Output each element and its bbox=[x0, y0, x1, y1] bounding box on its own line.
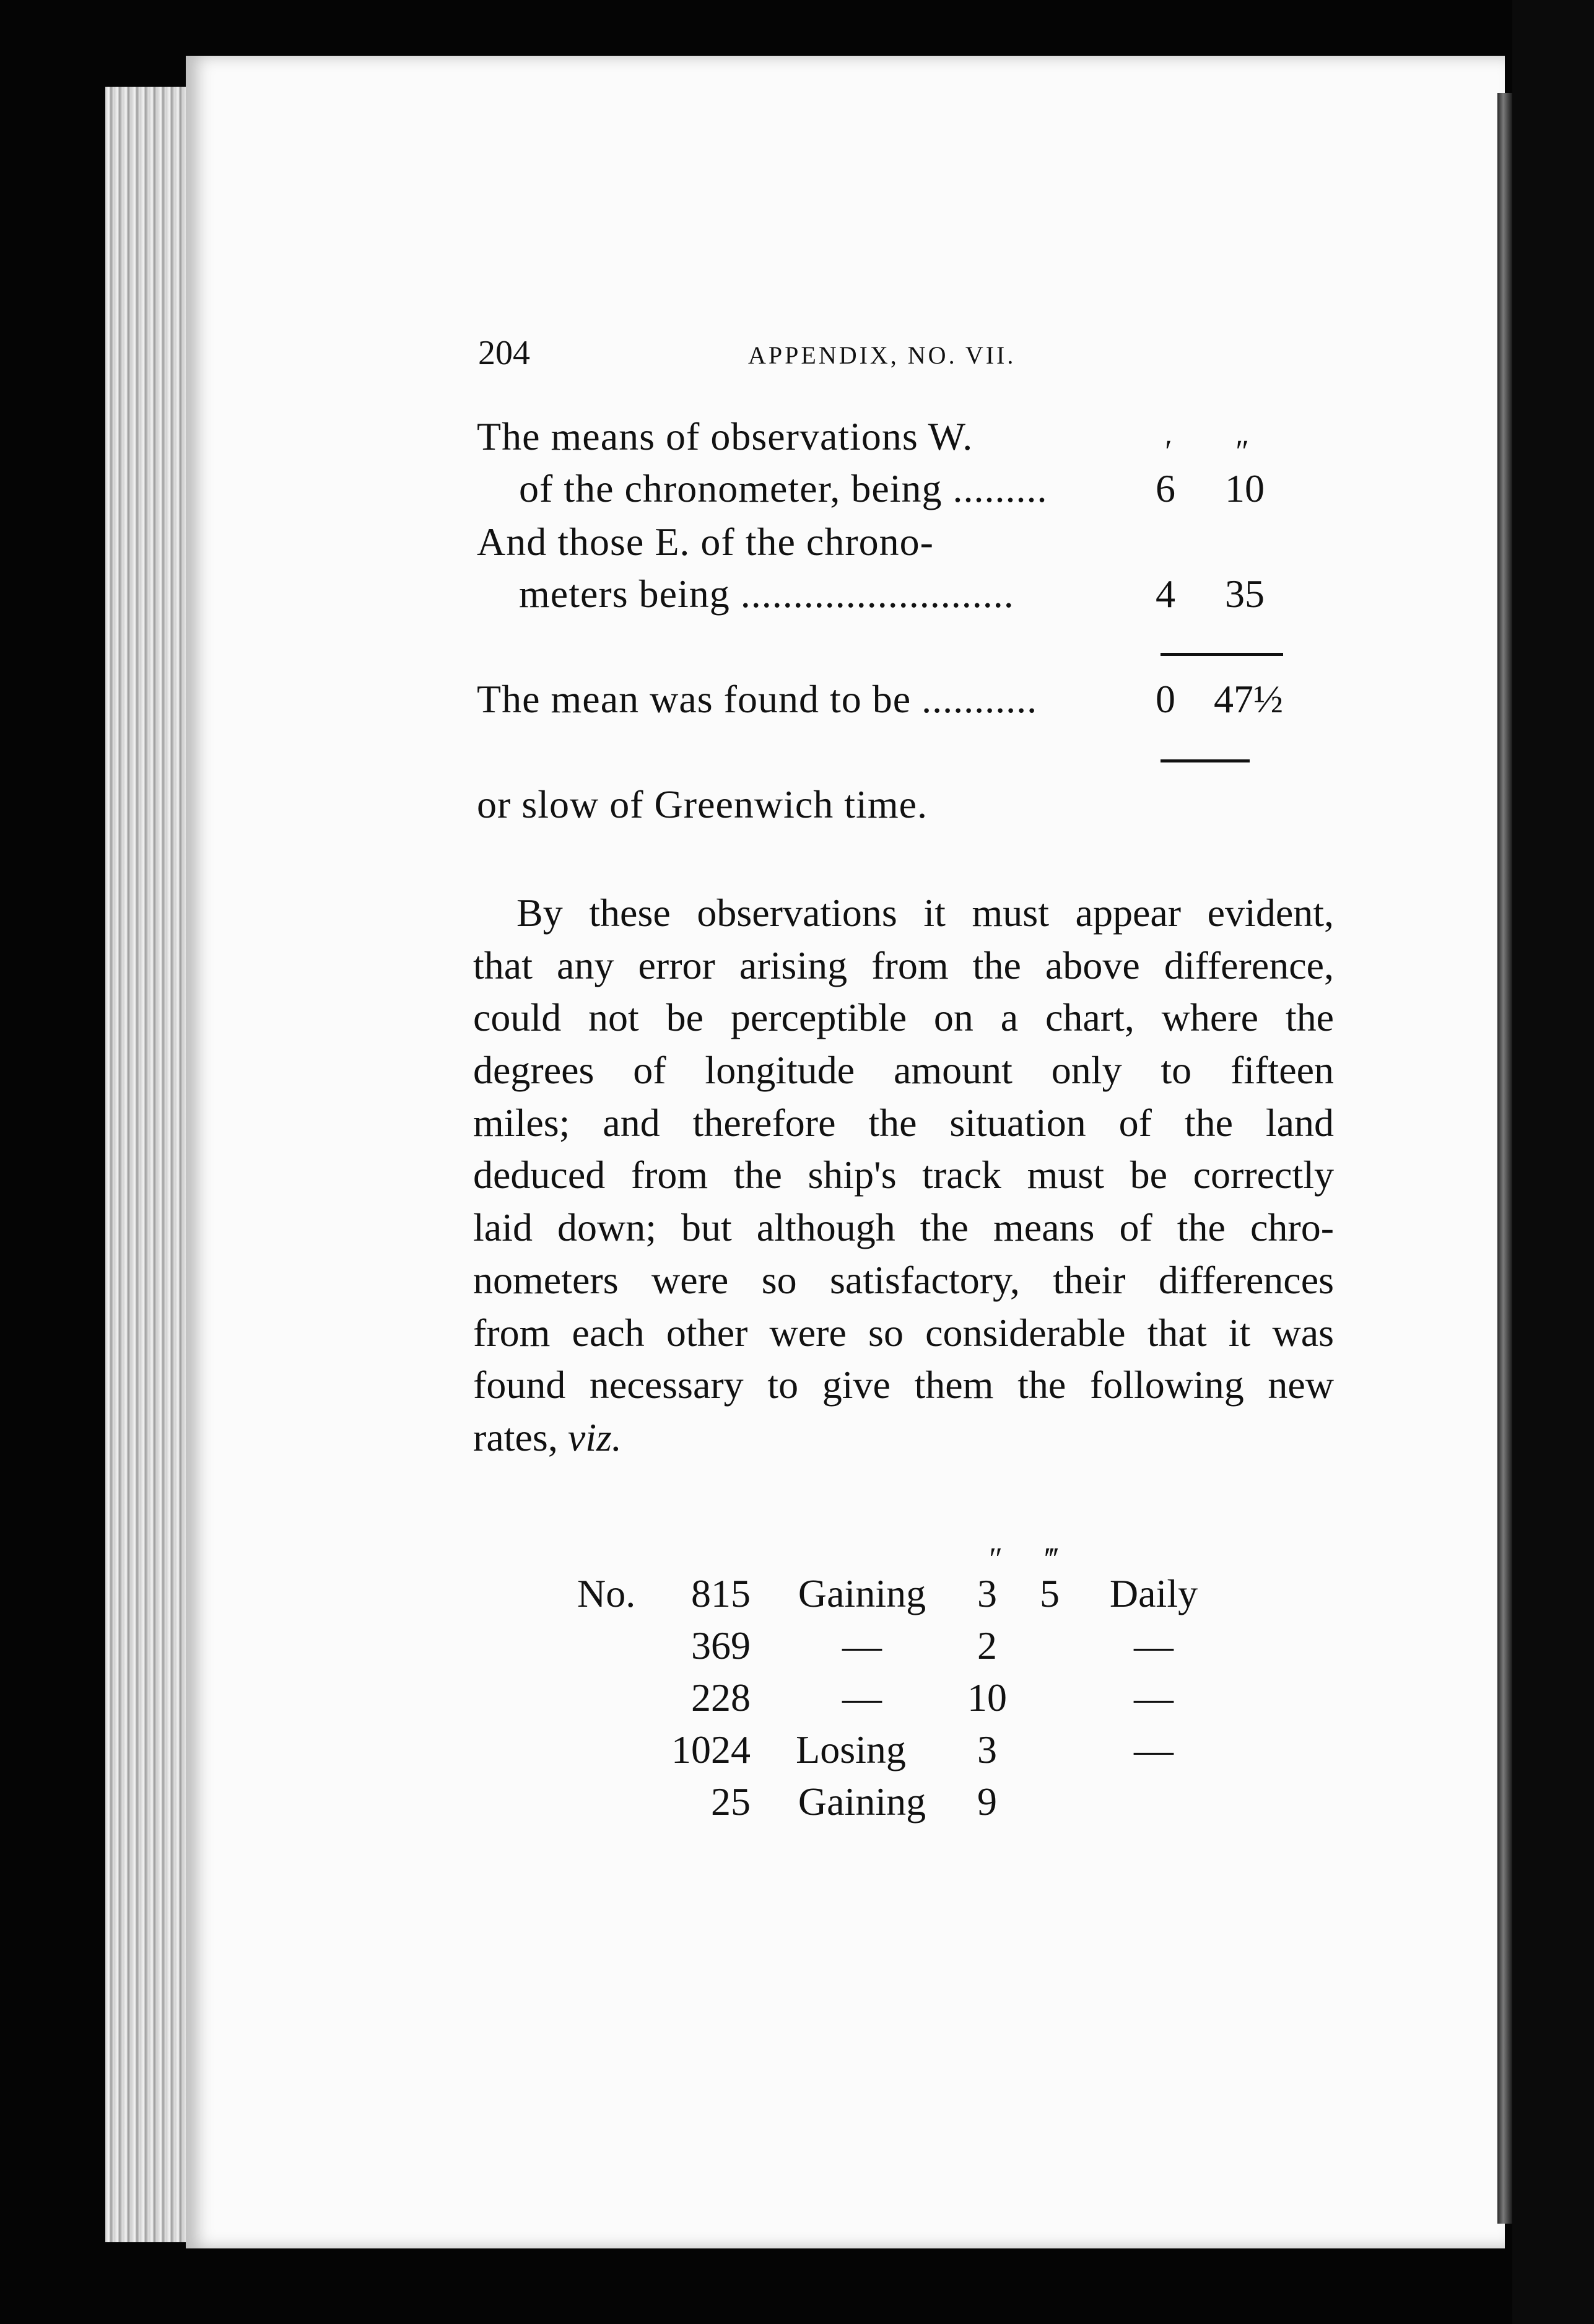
rate-period: Daily bbox=[1109, 1571, 1198, 1615]
book-spine-edge bbox=[1497, 93, 1512, 2224]
means-line-4 bbox=[519, 571, 1014, 617]
rate-status: Gaining bbox=[798, 1780, 926, 1824]
paragraph-line: degrees of longitude amount only to fifteen bbox=[473, 1048, 1334, 1093]
sum-rule bbox=[1161, 653, 1283, 656]
no-label: No. bbox=[577, 1571, 636, 1615]
page-number: 204 bbox=[478, 334, 530, 372]
mean-seconds: 47½ bbox=[1214, 677, 1283, 721]
rates-thirds-mark: ‴ bbox=[1043, 1542, 1056, 1577]
viz-italic: viz. bbox=[567, 1415, 622, 1459]
value2-minutes: 4 bbox=[1156, 572, 1175, 616]
result-rule bbox=[1161, 759, 1250, 762]
means-line-2-text: of the chronometer, being bbox=[519, 466, 943, 510]
chronometer-number: 369 bbox=[691, 1623, 751, 1667]
value2-seconds: 35 bbox=[1225, 572, 1265, 616]
paragraph-line: laid down; but although the means of the chro- bbox=[473, 1205, 1334, 1250]
mean-label: The mean was found to be bbox=[477, 677, 912, 721]
rate-thirds: 5 bbox=[1040, 1571, 1060, 1615]
rate-period: — bbox=[1134, 1675, 1174, 1719]
scan-background bbox=[1512, 0, 1594, 2324]
body-paragraph bbox=[473, 887, 1334, 1464]
seconds-mark: ″ bbox=[1234, 434, 1247, 470]
paragraph-line: nometers were so satisfactory, their differences bbox=[473, 1257, 1334, 1302]
rate-seconds: 9 bbox=[977, 1780, 997, 1824]
last-line-text: rates, bbox=[473, 1415, 568, 1459]
rate-seconds: 2 bbox=[977, 1623, 997, 1667]
paragraph-line: found necessary to give them the following new bbox=[473, 1363, 1334, 1407]
rate-period: — bbox=[1134, 1728, 1174, 1771]
dot-leader: .......................... bbox=[729, 572, 1014, 616]
value1-minutes: 6 bbox=[1156, 466, 1175, 510]
rate-status: Losing bbox=[796, 1728, 906, 1771]
rate-seconds: 10 bbox=[967, 1675, 1007, 1719]
rate-period: — bbox=[1134, 1623, 1174, 1667]
paragraph-line: miles; and therefore the situation of the land bbox=[473, 1100, 1334, 1145]
mean-minutes: 0 bbox=[1156, 677, 1175, 721]
means-line-1: The means of observations W. bbox=[477, 414, 973, 458]
means-line-4-text: meters being bbox=[519, 572, 730, 616]
paragraph-line: that any error arising from the above difference, bbox=[473, 943, 1334, 987]
dot-leader: ......... bbox=[942, 466, 1048, 510]
paragraph-line: from each other were so considerable that it was bbox=[473, 1310, 1334, 1355]
paragraph-line: could not be perceptible on a chart, where the bbox=[473, 995, 1334, 1040]
rate-seconds: 3 bbox=[977, 1571, 997, 1615]
dot-leader: ........... bbox=[911, 677, 1038, 721]
chronometer-number: 25 bbox=[711, 1780, 751, 1824]
rate-status: Gaining bbox=[798, 1571, 926, 1615]
paragraph-line: By these observations it must appear evident, bbox=[516, 891, 1334, 935]
value1-seconds: 10 bbox=[1225, 466, 1265, 510]
mean-line bbox=[477, 676, 1037, 722]
means-line-3: And those E. of the chrono- bbox=[477, 520, 934, 564]
rate-seconds: 3 bbox=[977, 1728, 997, 1771]
paragraph-last-line bbox=[473, 1412, 1334, 1464]
rate-status: — bbox=[842, 1675, 882, 1719]
rate-status: — bbox=[842, 1623, 882, 1667]
means-line-2 bbox=[519, 466, 1048, 512]
paragraph-line: deduced from the ship's track must be correctly bbox=[473, 1153, 1334, 1197]
rates-seconds-mark: ″ bbox=[987, 1542, 1001, 1577]
slow-line: or slow of Greenwich time. bbox=[477, 782, 928, 826]
minutes-mark: ′ bbox=[1163, 434, 1170, 470]
chronometer-number: 1024 bbox=[671, 1728, 751, 1771]
running-title: APPENDIX, NO. VII. bbox=[748, 341, 1016, 369]
chronometer-number: 228 bbox=[691, 1675, 751, 1719]
chronometer-number: 815 bbox=[691, 1571, 751, 1615]
